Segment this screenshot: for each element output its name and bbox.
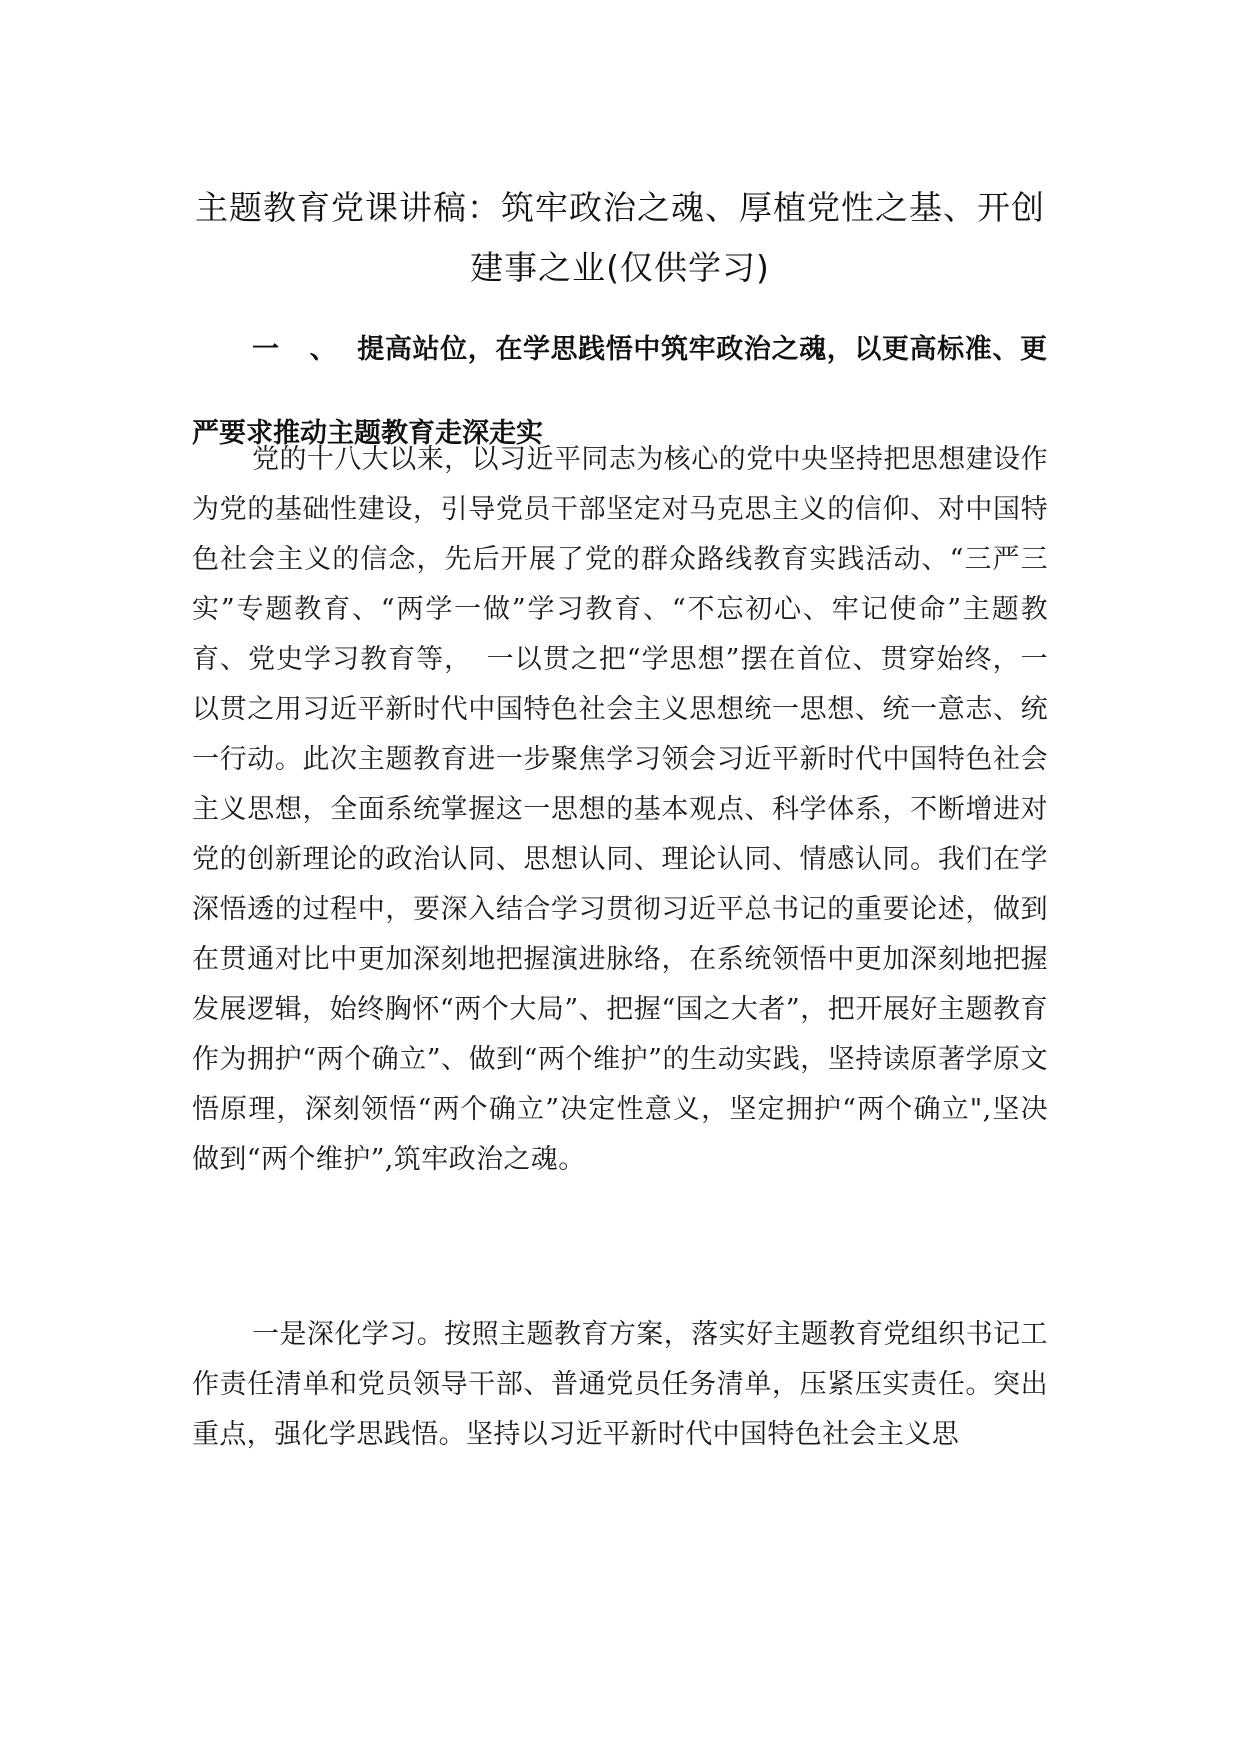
- body-paragraph-2: 一是深化学习。按照主题教育方案，落实好主题教育党组织书记工作责任清单和党员领导干部、普通党员任务清单，压紧压实责任。突出重点，强化学思践悟。坚持以习近平新时代中国特色社会主义思: [192, 1319, 1048, 1450]
- body-paragraph-1: 党的十八大以来，以习近平同志为核心的党中央坚持把思想建设作为党的基础性建设，引导党员干部坚定对马克思主义的信仰、对中国特色社会主义的信念，先后开展了党的群众路线教育实践活动、“三严三实”专题教育、“两学一做”学习教育、“不忘初心、牢记使命”主题教育、党史学习教育等， 一以贯之把“学思想”摆在首位、贯穿始终，一以贯之用习近平新时代中国特色社会主义思想统一思想、统一意志、统一行动。此次主题教育进一步聚焦学习领会习近平新时代中国特色社会主义思想，全面系统掌握这一思想的基本观点、科学体系，不断增进对党的创新理论的政治认同、思想认同、理论认同、情感认同。我们在学深悟透的过程中，要深入结合学习贯彻习近平总书记的重要论述，做到在贯通对比中更加深刻地把握演进脉络，在系统领悟中更加深刻地把握发展逻辑，始终胸怀“两个大局”、把握“国之大者”，把开展好主题教育作为拥护“两个确立”、做到“两个维护”的生动实践，坚持读原著学原文悟原理，深刻领悟“两个确立”决定性意义，坚定拥护“两个确立",坚决做到“两个维护”,筑牢政治之魂。: [192, 444, 1048, 1175]
- document-title: 主题教育党课讲稿：筑牢政治之魂、厚植党性之基、开创建事之业(仅供学习): [195, 188, 1045, 287]
- section-number: 一 、: [252, 334, 348, 365]
- section-heading-text: 提高站位，在学思践悟中筑牢政治之魂，以更高标准、更严要求推动主题教育走深走实: [192, 334, 1047, 449]
